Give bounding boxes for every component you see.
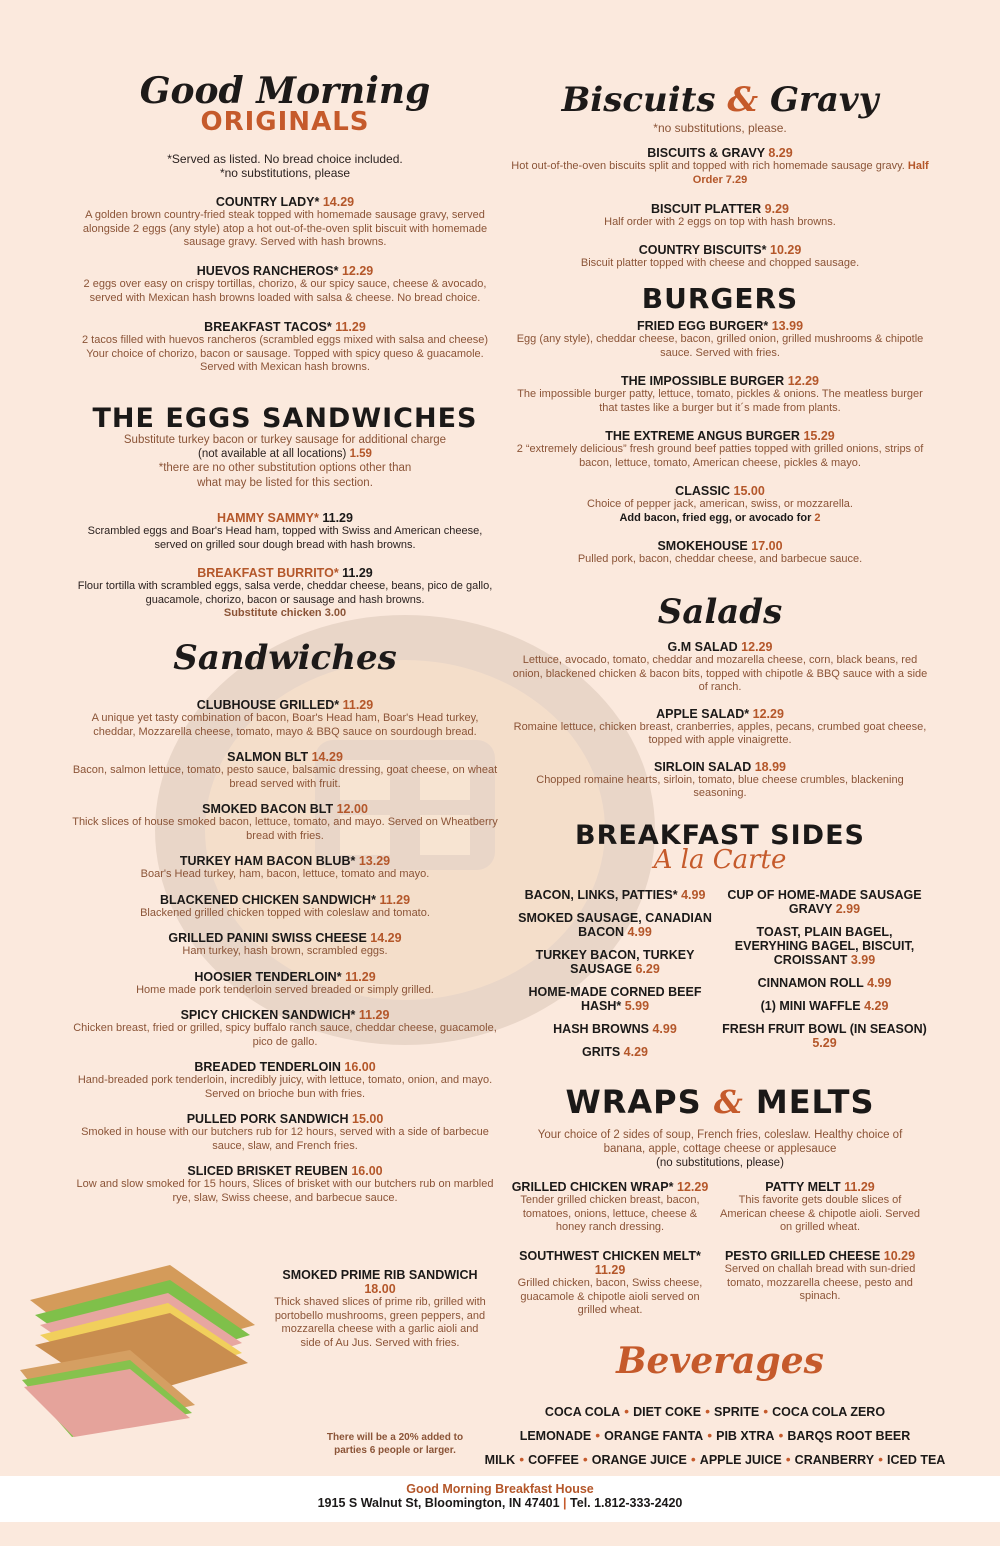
item-name: SMOKED PRIME RIB SANDWICH [282, 1268, 478, 1282]
beverage-item: APPLE JUICE [699, 1453, 782, 1467]
item-price: 11.29 [335, 320, 366, 334]
item-name: BREAKFAST TACOS* [204, 320, 332, 334]
menu-item [70, 931, 500, 959]
item-name: PATTY MELT [765, 1180, 841, 1194]
item-price: 12.29 [752, 706, 784, 721]
menu-item [70, 320, 500, 375]
item-price: 9.29 [764, 202, 789, 216]
wraps-note: Your choice of 2 sides of soup, French fries, coleslaw. Healthy choice of banana, apple, cottage cheese or applesauce [537, 1129, 903, 1155]
side-item: HASH BROWNS 4.99 [553, 1022, 677, 1036]
item-desc: Thick slices of house smoked bacon, lettuce, tomato, and mayo. Served on Wheatberry bread with fries. [72, 816, 498, 842]
item-desc: Hand-breaded pork tenderloin, incredibly juicy, with lettuce, tomato, onion, and mayo. Served on brioche bun with fries. [77, 1074, 493, 1100]
footer-name: Good Morning Breakfast House [406, 1482, 594, 1496]
eggs-note-1: Substitute turkey bacon or turkey sausage for additional charge [123, 434, 447, 446]
item-desc: Boar's Head turkey, ham, bacon, lettuce, tomato and mayo. [140, 868, 430, 880]
item-price: 18.00 [364, 1282, 396, 1296]
item-price: 12.29 [741, 640, 773, 654]
eggs-title: THE EGGS SANDWICHES [92, 403, 478, 434]
item-price: 15.00 [733, 484, 765, 498]
item-price: 11.29 [844, 1180, 875, 1194]
beverage-item: SPRITE [714, 1405, 760, 1419]
item-name: PESTO GRILLED CHEESE [724, 1249, 881, 1263]
side-item: SMOKED SAUSAGE, CANADIAN BACON 4.99 [518, 911, 712, 939]
item-desc: A golden brown country-fried steak topped with homemade sausage gravy, served alongside 2 eggs (any style) atop a hot out-of-the-oven split biscuit with homemade sausage gravy. Served with hash browns. [82, 209, 488, 248]
originals-note-1: *Served as listed. No bread choice included. [167, 152, 403, 166]
sides-subtitle: A la Carte [653, 845, 787, 875]
item-price: 14.29 [370, 931, 402, 945]
item-desc: This favorite gets double slices of American cheese & chipotle aioli. Served on grilled wheat. [720, 1194, 920, 1233]
beverage-item: LEMONADE [519, 1429, 592, 1443]
menu-item [720, 1249, 920, 1304]
item-name: BREADED TENDERLOIN [194, 1060, 341, 1074]
item-price: 16.00 [351, 1164, 383, 1178]
side-item: GRITS 4.29 [581, 1045, 649, 1059]
item-name: SMOKED BACON BLT [202, 802, 334, 816]
item-extra: Substitute chicken 3.00 [223, 607, 347, 619]
item-desc: 2 tacos filled with huevos rancheros (scrambled eggs mixed with salsa and cheese) Your choice of chorizo, bacon or sausage. Topped with spicy queso & guacamole. Served with Mexican hash browns. [82, 334, 488, 373]
beverages-title: Beverages [616, 1340, 824, 1382]
menu-item [510, 243, 930, 271]
item-price: 13.99 [771, 319, 804, 333]
item-name: SOUTHWEST CHICKEN MELT* [519, 1249, 701, 1263]
item-price: 11.29 [379, 892, 411, 907]
beverage-item: DIET COKE [633, 1405, 702, 1419]
menu-item [510, 146, 930, 187]
item-price: 13.29 [358, 854, 391, 868]
item-desc: Scrambled eggs and Boar's Head ham, topped with Swiss and American cheese, served on grilled sour dough bread with hash browns. [87, 525, 483, 551]
beverage-row [470, 1451, 960, 1469]
item-desc: Grilled chicken, bacon, Swiss cheese, guacamole & chipotle aioli served on grilled wheat. [517, 1277, 703, 1316]
side-item: TURKEY BACON, TURKEY SAUSAGE 6.29 [535, 948, 695, 976]
item-price: 12.29 [787, 374, 819, 388]
item-name: SIRLOIN SALAD [654, 759, 752, 774]
item-price: 12.29 [341, 264, 374, 278]
separator-dot: • [785, 1451, 791, 1467]
item-price: 12.00 [336, 802, 368, 816]
item-name: HOOSIER TENDERLOIN* [194, 969, 342, 984]
menu-item [510, 202, 930, 230]
item-desc: Blackened grilled chicken topped with coleslaw and tomato. [140, 906, 430, 919]
beverage-item: CRANBERRY [794, 1453, 875, 1467]
side-item: BACON, LINKS, PATTIES* 4.99 [524, 888, 706, 902]
item-desc: Flour tortilla with scrambled eggs, salsa verde, cheddar cheese, beans, pico de gallo, guacamole, chorizo, bacon or sausage and hash browns. [77, 580, 493, 606]
menu-item [510, 539, 930, 567]
sides-right-list [722, 888, 927, 1059]
item-name: PULLED PORK SANDWICH [186, 1112, 349, 1126]
salad-list [510, 640, 930, 813]
item-price: 18.99 [754, 759, 786, 774]
wraps-title: WRAPS & MELTS [565, 1083, 875, 1121]
item-name: FRIED EGG BURGER* [636, 319, 769, 333]
item-desc: Biscuit platter topped with cheese and chopped sausage. [580, 257, 860, 269]
item-name: HAMMY SAMMY* [217, 511, 319, 525]
item-desc: Egg (any style), cheddar cheese, bacon, grilled onion, grilled mushrooms & chipotle sauce. Served with fries. [516, 333, 924, 359]
item-name: THE EXTREME ANGUS BURGER [605, 429, 800, 443]
beverage-item: ICED TEA [886, 1453, 946, 1467]
separator-dot: • [778, 1427, 784, 1443]
item-name: THE IMPOSSIBLE BURGER [621, 374, 785, 388]
item-desc: Home made pork tenderloin served breaded or simply grilled. [136, 983, 434, 996]
item-desc: Romaine lettuce, chicken breast, cranberries, apples, pecans, crumbed goat cheese, topped with apple vinaigrette. [513, 720, 927, 746]
menu-item [70, 893, 500, 921]
menu-item [70, 195, 500, 250]
separator-dot: • [582, 1451, 588, 1467]
sides-left-list [515, 888, 715, 1068]
item-desc: Half order with 2 eggs on top with hash browns. [604, 216, 836, 228]
item-desc: Thick shaved slices of prime rib, grilled with portobello mushrooms, green peppers, and mozzarella cheese with a garlic aioli and side of Au Jus. Served with fries. [274, 1296, 486, 1349]
item-price: 11.29 [594, 1263, 626, 1277]
menu-item [510, 484, 930, 525]
originals-title-caps: ORIGINALS [200, 107, 370, 137]
separator-dot: • [878, 1451, 883, 1467]
item-name: COUNTRY LADY* [215, 195, 320, 209]
menu-item [70, 1112, 500, 1153]
item-desc: Served on challah bread with sun-dried tomato, mozzarella cheese, pesto and spinach. [724, 1263, 916, 1302]
item-desc: A unique yet tasty combination of bacon, Boar's Head ham, Boar's Head turkey, cheddar, Mozzarella cheese, tomato, mayo & BBQ sauce on sourdough bread. [91, 712, 479, 738]
item-name: SLICED BRISKET REUBEN [187, 1164, 348, 1178]
menu-item [70, 1164, 500, 1205]
item-price: 11.29 [322, 511, 353, 525]
separator-dot: • [690, 1451, 696, 1467]
eggs-note-2: (not available at all locations) 1.59 [198, 448, 372, 460]
separator-dot: • [705, 1403, 711, 1419]
sides-title: BREAKFAST SIDES [575, 820, 865, 851]
item-price: 11.29 [358, 1008, 390, 1022]
item-name: CLASSIC [675, 484, 731, 498]
biscuits-note: *no substitutions, please. [653, 121, 787, 135]
eggs-note-4: what may be listed for this section. [197, 477, 373, 489]
item-name: GRILLED PANINI SWISS CHEESE [168, 931, 367, 945]
item-name: BREAKFAST BURRITO* [197, 566, 339, 580]
burgers-title: BURGERS [641, 282, 799, 315]
sandwiches-title: Sandwiches [173, 638, 397, 678]
menu-item [70, 698, 500, 739]
side-item: FRESH FRUIT BOWL (IN SEASON) 5.29 [722, 1022, 927, 1050]
menu-item [70, 1060, 500, 1101]
beverage-list [470, 1403, 960, 1475]
beverage-item: COFFEE [528, 1453, 579, 1467]
side-item: CUP OF HOME-MADE SAUSAGE GRAVY 2.99 [727, 888, 922, 916]
item-name: CLUBHOUSE GRILLED* [196, 698, 340, 712]
item-price: 10.29 [883, 1249, 916, 1263]
footer-address-line: 1915 S Walnut St, Bloomington, IN 47401 | Tel. 1.812-333-2420 [317, 1496, 683, 1510]
item-name: COUNTRY BISCUITS* [638, 243, 767, 257]
item-name: SPICY CHICKEN SANDWICH* [180, 1008, 356, 1022]
menu-item [510, 760, 930, 801]
side-item: TOAST, PLAIN BAGEL, EVERYHING BAGEL, BISCUIT, CROISSANT 3.99 [734, 925, 915, 967]
item-desc: Chopped romaine hearts, sirloin, tomato, blue cheese crumbles, blackening seasoning. [536, 773, 904, 799]
separator-dot: • [519, 1451, 525, 1467]
separator-dot: • [595, 1427, 601, 1443]
item-name: BISCUIT PLATTER [650, 202, 762, 216]
item-desc: Low and slow smoked for 15 hours, Slices of brisket with our butchers rub on marbled rye, slaw, Swiss cheese, and barbecue sauce. [76, 1178, 494, 1204]
originals-title-script: Good Morning [139, 70, 431, 112]
menu-item [70, 264, 500, 305]
menu-item [70, 970, 500, 998]
item-desc: Ham turkey, hash brown, scrambled eggs. [182, 945, 388, 957]
item-price: 10.29 [770, 243, 802, 257]
item-name: APPLE SALAD* [656, 706, 750, 721]
item-desc: Chicken breast, fried or grilled, spicy buffalo ranch sauce, cheddar cheese, guacamole, pico de gallo. [73, 1022, 497, 1048]
menu-item [70, 750, 500, 791]
menu-item [510, 374, 930, 415]
item-extra: Add bacon, fried egg, or avocado for 2 [619, 511, 821, 524]
beverage-item: ORANGE FANTA [604, 1429, 704, 1443]
menu-item [70, 854, 500, 882]
item-desc: Lettuce, avocado, tomato, cheddar and mozarella cheese, corn, black beans, red onion, blackened chicken & bacon bits, topped with chipotle & BBQ sauce with a side of ranch. [512, 654, 928, 693]
item-price: 16.00 [344, 1060, 376, 1074]
sandwich-list [70, 698, 500, 1216]
beverage-item: MILK [484, 1453, 516, 1467]
menu-item [510, 707, 930, 748]
menu-item [510, 1180, 710, 1235]
separator-dot: • [624, 1403, 630, 1419]
side-item: HOME-MADE CORNED BEEF HASH* 5.99 [528, 985, 702, 1013]
separator-dot: • [707, 1427, 713, 1443]
item-desc: Bacon, salmon lettuce, tomato, pesto sauce, balsamic dressing, goat cheese, on wheat bread served with fruit. [72, 764, 498, 790]
menu-item [70, 1008, 500, 1049]
item-desc: Choice of pepper jack, american, swiss, or mozzarella. [587, 498, 853, 510]
item-name: SALMON BLT [227, 750, 309, 764]
sandwich-image [10, 1255, 275, 1440]
item-price: 11.29 [342, 698, 374, 712]
item-price: 17.00 [751, 539, 783, 553]
salads-title: Salads [657, 592, 783, 632]
item-name: HUEVOS RANCHEROS* [196, 264, 339, 278]
item-price: 12.29 [677, 1180, 709, 1194]
burger-list [510, 319, 930, 581]
side-item: CINNAMON ROLL 4.99 [757, 976, 892, 990]
item-name: GRILLED CHICKEN WRAP* [511, 1180, 674, 1194]
menu-item [510, 640, 930, 695]
item-price: 15.00 [352, 1112, 384, 1126]
item-desc: Tender grilled chicken breast, bacon, tomatoes, onions, lettuce, cheese & honey ranch dressing. [520, 1194, 700, 1233]
beverage-row [470, 1403, 960, 1421]
wraps-note-2: (no substitutions, please) [656, 1157, 784, 1169]
beverage-row [470, 1427, 960, 1445]
item-desc: Pulled pork, bacon, cheddar cheese, and barbecue sauce. [577, 553, 863, 565]
menu-item [510, 429, 930, 470]
menu-item [720, 1180, 920, 1235]
originals-note-2: *no substitutions, please [219, 166, 351, 180]
item-name: BISCUITS & GRAVY [647, 146, 765, 160]
item-extra: Half Order 7.29 [692, 160, 929, 186]
item-price: 15.29 [803, 429, 835, 443]
biscuits-title: Biscuits & Gravy [561, 80, 879, 120]
beverage-item: COCA COLA [544, 1405, 621, 1419]
beverage-item: PIB XTRA [716, 1429, 775, 1443]
menu-item [510, 1249, 710, 1318]
item-desc: The impossible burger patty, lettuce, tomato, pickles & onions. The meatless burger that tastes like a burger but it´s made from plants. [517, 388, 923, 414]
item-name: SMOKEHOUSE [657, 539, 748, 553]
item-name: G.M SALAD [667, 640, 738, 654]
item-desc: Hot out-of-the-oven biscuits split and topped with rich homemade sausage gravy. [511, 160, 905, 172]
item-price: 14.29 [322, 195, 355, 209]
party-note: There will be a 20% added to parties 6 people or larger. [326, 1432, 464, 1456]
item-price: 11.29 [342, 566, 373, 580]
menu-item [70, 566, 500, 621]
item-name: BLACKENED CHICKEN SANDWICH* [159, 892, 376, 907]
item-price: 8.29 [768, 146, 793, 160]
beverage-item: COCA COLA ZERO [772, 1405, 886, 1419]
menu-item [70, 802, 500, 843]
item-desc: 2 eggs over easy on crispy tortillas, chorizo, & our spicy sauce, cheese & avocado, served with Mexican hash browns loaded with salsa & cheese. No bread choice. [83, 278, 487, 304]
menu-item [510, 319, 930, 360]
separator-dot: • [763, 1403, 769, 1419]
menu-item [270, 1268, 490, 1350]
eggs-note-3: *there are no other substitution options other than [158, 462, 412, 474]
footer [0, 1476, 1000, 1522]
item-desc: 2 “extremely delicious” fresh ground beef patties topped with grilled onions, strips of bacon, lettuce, tomato, American cheese, pickles & mayo. [516, 443, 924, 469]
item-desc: Smoked in house with our butchers rub for 12 hours, served with a side of barbecue sauce, slaw, and French fries. [81, 1126, 489, 1152]
menu-item [70, 511, 500, 552]
beverage-item: ORANGE JUICE [591, 1453, 687, 1467]
item-price: 11.29 [345, 969, 376, 984]
item-price: 14.29 [311, 750, 343, 764]
item-name: TURKEY HAM BACON BLUB* [179, 854, 356, 868]
beverage-item: BARQS ROOT BEER [787, 1429, 911, 1443]
side-item: (1) MINI WAFFLE 4.29 [760, 999, 889, 1013]
